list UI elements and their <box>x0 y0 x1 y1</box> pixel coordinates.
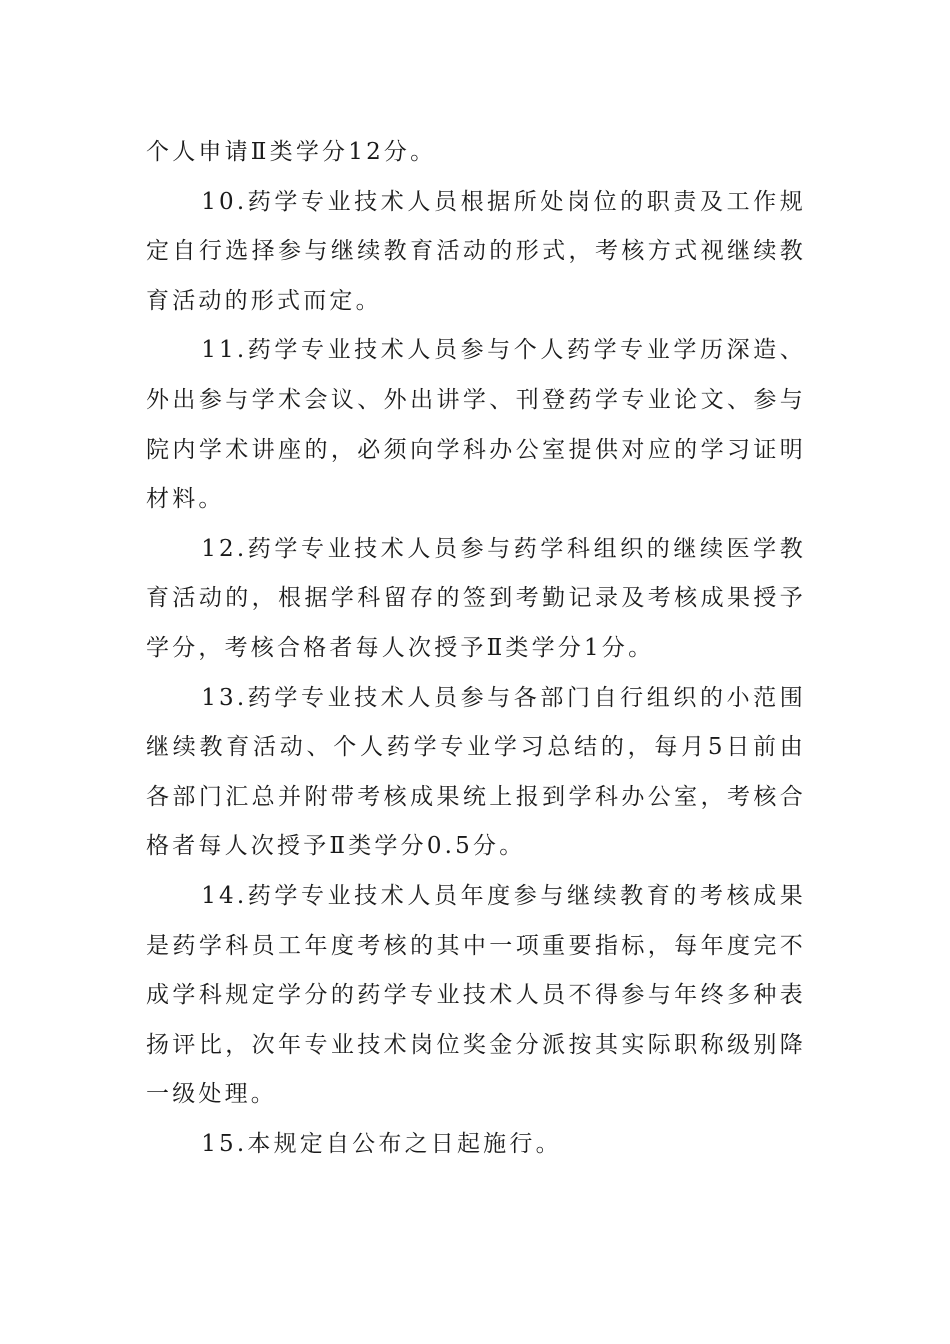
paragraph-item-12: 12.药学专业技术人员参与药学科组织的继续医学教育活动的，根据学科留存的签到考勤记录及考核成果授予学分，考核合格者每人次授予Ⅱ类学分1分。 <box>146 535 806 661</box>
paragraph-item-11: 11.药学专业技术人员参与个人药学专业学历深造、外出参与学术会议、外出讲学、刊登药学专业论文、参与院内学术讲座的，必须向学科办公室提供对应的学习证明材料。 <box>146 337 806 513</box>
document-body <box>146 128 806 1169</box>
paragraph-item-15: 15.本规定自公布之日起施行。 <box>201 1130 562 1157</box>
paragraph-continuation: 个人申请Ⅱ类学分12分。 <box>146 139 437 165</box>
paragraph-item-14: 14.药学专业技术人员年度参与继续教育的考核成果是药学科员工年度考核的其中一项重要指标，每年度完不成学科规定学分的药学专业技术人员不得参与年终多种表扬评比，次年专业技术岗位奖金分派按其实际职称级别降一级处理。 <box>146 882 806 1108</box>
paragraph-item-10: 10.药学专业技术人员根据所处岗位的职责及工作规定自行选择参与继续教育活动的形式，考核方式视继续教育活动的形式而定。 <box>146 188 806 314</box>
paragraph-item-13: 13.药学专业技术人员参与各部门自行组织的小范围继续教育活动、个人药学专业学习总结的，每月5日前由各部门汇总并附带考核成果统上报到学科办公室，考核合格者每人次授予Ⅱ类学分0.5分。 <box>146 684 806 860</box>
